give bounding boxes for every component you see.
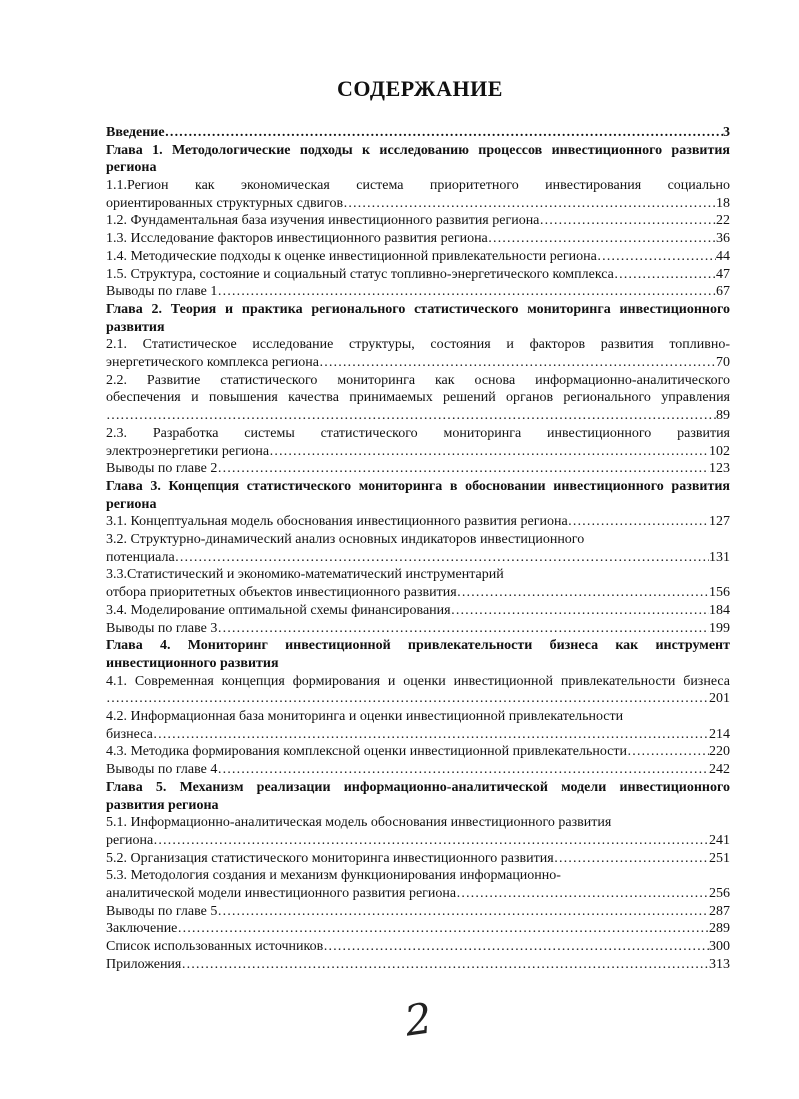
entry-text-line: Глава 1. Методологические подходы к исследованию процессов инвестиционного развития bbox=[106, 142, 730, 158]
entry-text-line: развития региона bbox=[106, 797, 219, 813]
entry-last-line bbox=[106, 549, 730, 567]
entry-text-line: 1.1.Регион как экономическая система приоритетного инвестирования социально bbox=[106, 178, 730, 194]
dot-leader bbox=[177, 920, 709, 938]
page-number: 214 bbox=[709, 726, 730, 742]
dot-leader bbox=[153, 726, 709, 744]
entry-text-line: 3.3.Статистический и экономико-математический инструментарий bbox=[106, 567, 504, 583]
entry-text-line: Выводы по главе 4 bbox=[106, 762, 218, 778]
entry-text-line: Выводы по главе 3 bbox=[106, 620, 218, 636]
dot-leader bbox=[217, 460, 709, 478]
entry-text-line: Выводы по главе 2 bbox=[106, 461, 218, 477]
chapter-heading bbox=[106, 637, 730, 672]
page-number: 300 bbox=[709, 939, 730, 955]
page-number: 3 bbox=[723, 125, 730, 140]
dot-leader bbox=[539, 212, 716, 230]
toc-entry bbox=[106, 425, 730, 460]
dot-leader bbox=[217, 283, 716, 301]
dot-leader bbox=[597, 248, 716, 266]
page-number: 199 bbox=[709, 620, 730, 636]
toc-entry bbox=[106, 938, 730, 956]
entry-text-line: 2.2. Развитие статистического мониторинга как основа информационно-аналитического bbox=[106, 372, 730, 388]
entry-text-line: инвестиционного развития bbox=[106, 655, 279, 671]
entry-text-line: 3.4. Моделирование оптимальной схемы финансирования bbox=[106, 602, 451, 618]
page-number: 287 bbox=[709, 903, 730, 919]
entry-last-line bbox=[106, 266, 730, 284]
entry-last-line bbox=[106, 620, 730, 638]
dot-leader bbox=[165, 124, 723, 142]
page-number: 127 bbox=[709, 514, 730, 530]
chapter-heading bbox=[106, 478, 730, 513]
toc-entry bbox=[106, 850, 730, 868]
entry-last-line bbox=[106, 938, 730, 956]
toc-entry bbox=[106, 867, 730, 902]
page-number: 44 bbox=[716, 248, 730, 264]
entry-text-line: 2.3. Разработка системы статистического мониторинга инвестиционного развития bbox=[106, 425, 730, 441]
toc-entry bbox=[106, 920, 730, 938]
toc-entry bbox=[106, 761, 730, 779]
entry-text-line: 1.4. Методические подходы к оценке инвестиционной привлекательности региона bbox=[106, 248, 597, 264]
page-number: 131 bbox=[709, 549, 730, 565]
dot-leader bbox=[181, 956, 709, 974]
dot-leader bbox=[217, 620, 709, 638]
entry-text-line: региона bbox=[106, 160, 157, 176]
page-number: 70 bbox=[716, 355, 730, 371]
toc-entry bbox=[106, 531, 730, 566]
entry-text-line: 1.2. Фундаментальная база изучения инвестиционного развития региона bbox=[106, 213, 540, 229]
entry-text-line: отбора приоритетных объектов инвестиционного развития bbox=[106, 585, 457, 601]
entry-text-line: 3.1. Концептуальная модель обоснования инвестиционного развития региона bbox=[106, 514, 568, 530]
entry-text-line: Введение bbox=[106, 125, 165, 140]
toc-entry bbox=[106, 513, 730, 531]
entry-text-line: 5.3. Методология создания и механизм функционирования информационно- bbox=[106, 868, 561, 884]
entry-last-line bbox=[106, 743, 730, 761]
page-number: 251 bbox=[709, 850, 730, 866]
entry-text-line: Приложения bbox=[106, 956, 182, 972]
entry-text-line: Список использованных источников bbox=[106, 939, 324, 955]
toc-entry bbox=[106, 814, 730, 849]
entry-last-line bbox=[106, 602, 730, 620]
entry-last-line bbox=[106, 956, 730, 974]
toc-entry bbox=[106, 230, 730, 248]
toc-entry bbox=[106, 566, 730, 601]
dot-leader bbox=[175, 549, 709, 567]
entry-text-line: аналитической модели инвестиционного развития региона bbox=[106, 886, 457, 902]
entry-text-line: 5.2. Организация статистического мониторинга инвестиционного развития bbox=[106, 850, 554, 866]
dot-leader bbox=[488, 230, 716, 248]
page-number: 67 bbox=[716, 284, 730, 300]
entry-last-line bbox=[106, 195, 730, 213]
entry-last-line bbox=[106, 443, 730, 461]
dot-leader bbox=[614, 266, 716, 284]
entry-last-line bbox=[106, 850, 730, 868]
toc-entry bbox=[106, 460, 730, 478]
entry-text-line: Глава 5. Механизм реализации информационно-аналитической модели инвестиционного bbox=[106, 779, 730, 795]
entry-last-line bbox=[106, 920, 730, 938]
page-number: 241 bbox=[709, 832, 730, 848]
entry-last-line bbox=[106, 584, 730, 602]
chapter-heading bbox=[106, 142, 730, 177]
entry-last-line bbox=[106, 903, 730, 921]
entry-text-line: Глава 4. Мониторинг инвестиционной привлекательности бизнеса как инструмент bbox=[106, 638, 730, 654]
entry-last-line bbox=[106, 690, 730, 708]
toc-entry bbox=[106, 266, 730, 284]
toc-entry bbox=[106, 372, 730, 425]
entry-text-line: 5.1. Информационно-аналитическая модель обоснования инвестиционного развития bbox=[106, 815, 612, 831]
dot-leader bbox=[106, 690, 709, 708]
page-number: 89 bbox=[716, 408, 730, 424]
page-number: 289 bbox=[709, 921, 730, 937]
dot-leader bbox=[456, 885, 709, 903]
dot-leader bbox=[319, 354, 716, 372]
toc-entry bbox=[106, 602, 730, 620]
entry-last-line bbox=[106, 354, 730, 372]
page-number: 201 bbox=[709, 691, 730, 707]
page-number: 123 bbox=[709, 461, 730, 477]
dot-leader bbox=[627, 743, 709, 761]
page-number: 220 bbox=[709, 744, 730, 760]
entry-text-line: ориентированных структурных сдвигов bbox=[106, 195, 344, 211]
entry-last-line bbox=[106, 248, 730, 266]
toc-entry bbox=[106, 336, 730, 371]
toc-entry bbox=[106, 708, 730, 743]
toc-entry bbox=[106, 620, 730, 638]
entry-last-line bbox=[106, 124, 730, 142]
entry-text-line: потенциала bbox=[106, 549, 175, 565]
toc-entry bbox=[106, 177, 730, 212]
entry-text-line: Заключение bbox=[106, 921, 178, 937]
toc-entry bbox=[106, 903, 730, 921]
entry-text-line: региона bbox=[106, 496, 157, 512]
entry-text-line: Глава 2. Теория и практика регионального статистического мониторинга инвестиционного bbox=[106, 302, 730, 317]
entry-text-line: электроэнергетики региона bbox=[106, 443, 270, 459]
toc-entry bbox=[106, 283, 730, 301]
entry-text-line: Глава 3. Концепция статистического мониторинга в обосновании инвестиционного развития bbox=[106, 478, 730, 494]
handwritten-page-number: 2 bbox=[401, 993, 436, 1046]
entry-text-line: 1.3. Исследование факторов инвестиционного развития региона bbox=[106, 231, 488, 247]
dot-leader bbox=[153, 832, 709, 850]
dot-leader bbox=[343, 195, 716, 213]
entry-text-line: Выводы по главе 1 bbox=[106, 284, 218, 300]
toc-entry bbox=[106, 673, 730, 708]
toc-entry bbox=[106, 248, 730, 266]
page-number: 313 bbox=[709, 956, 730, 972]
dot-leader bbox=[554, 850, 709, 868]
dot-leader bbox=[451, 602, 709, 620]
page-title: СОДЕРЖАНИЕ bbox=[337, 76, 503, 101]
chapter-heading bbox=[106, 779, 730, 814]
entry-last-line bbox=[106, 885, 730, 903]
dot-leader bbox=[217, 761, 709, 779]
entry-last-line bbox=[106, 761, 730, 779]
page-number: 102 bbox=[709, 443, 730, 459]
page-number: 256 bbox=[709, 886, 730, 902]
dot-leader bbox=[457, 584, 709, 602]
entry-text-line: бизнеса bbox=[106, 726, 153, 742]
entry-text-line: Выводы по главе 5 bbox=[106, 903, 218, 919]
dot-leader bbox=[269, 443, 709, 461]
toc-entry bbox=[106, 743, 730, 761]
dot-leader bbox=[106, 407, 716, 425]
entry-last-line bbox=[106, 832, 730, 850]
page-number: 242 bbox=[709, 762, 730, 778]
entry-text-line: 1.5. Структура, состояние и социальный статус топливно-энергетического комплекса bbox=[106, 266, 614, 282]
entry-text-line: 3.2. Структурно-динамический анализ основных индикаторов инвестиционного bbox=[106, 532, 585, 548]
entry-last-line bbox=[106, 726, 730, 744]
entry-last-line bbox=[106, 212, 730, 230]
entry-text-line: 4.2. Информационная база мониторинга и оценки инвестиционной привлекательности bbox=[106, 709, 624, 725]
toc-entry bbox=[106, 956, 730, 974]
toc-entry bbox=[106, 212, 730, 230]
entry-last-line bbox=[106, 230, 730, 248]
page-number: 184 bbox=[709, 602, 730, 618]
entry-last-line bbox=[106, 407, 730, 425]
dot-leader bbox=[323, 938, 709, 956]
page-number: 22 bbox=[716, 213, 730, 229]
entry-text-line: 4.1. Современная концепция формирования и оценки инвестиционной привлекательности бизнеса bbox=[106, 673, 730, 689]
page-number: 47 bbox=[716, 266, 730, 282]
entry-text-line: 4.3. Методика формирования комплексной оценки инвестиционной привлекательности bbox=[106, 744, 628, 760]
entry-last-line bbox=[106, 460, 730, 478]
entry-last-line bbox=[106, 283, 730, 301]
dot-leader bbox=[217, 903, 709, 921]
entry-text-line: обеспечения и повышения качества принимаемых решений органов регионального управления bbox=[106, 390, 730, 406]
entry-text-line: региона bbox=[106, 832, 154, 848]
page-number: 156 bbox=[709, 585, 730, 601]
entry-text-line: развития bbox=[106, 319, 165, 335]
page-number: 36 bbox=[716, 231, 730, 247]
chapter-heading bbox=[106, 301, 730, 336]
table-of-contents bbox=[106, 124, 730, 974]
dot-leader bbox=[568, 513, 709, 531]
entry-text-line: 2.1. Статистическое исследование структуры, состояния и факторов развития топливно- bbox=[106, 337, 730, 353]
entry-last-line bbox=[106, 513, 730, 531]
page-number: 18 bbox=[716, 195, 730, 211]
entry-text-line: энергетического комплекса региона bbox=[106, 355, 319, 371]
toc-entry bbox=[106, 124, 730, 142]
